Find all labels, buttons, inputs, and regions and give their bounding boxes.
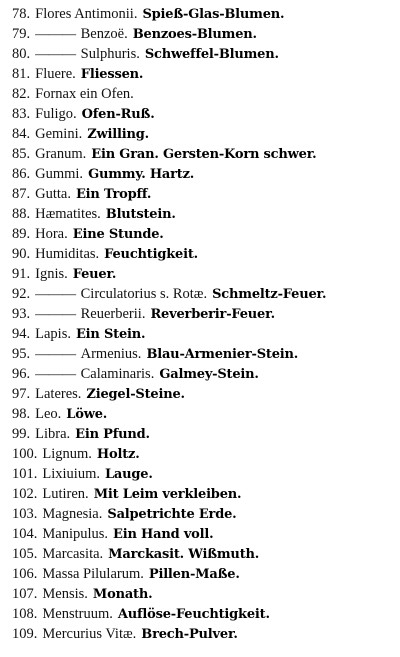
glossary-entry [12,44,396,64]
entry-number: 87. [12,186,31,202]
german-translation: Fliessen. [80,67,144,82]
german-translation: Marckasit. Wißmuth. [108,547,260,562]
glossary-entry [12,344,396,364]
latin-term: Lapis. [35,326,71,342]
latin-term: Calaminaris. [80,366,155,382]
repeat-dash: ——— [35,287,76,302]
glossary-entry [12,564,396,584]
glossary-entry [12,424,396,444]
german-translation: Ein Tropff. [75,187,152,202]
latin-term: Armenius. [80,346,142,362]
latin-term: Gummi. [35,166,84,182]
german-translation: Schmeltz-Feuer. [212,287,327,302]
glossary-entry [12,224,396,244]
glossary-entry [12,484,396,504]
entry-number: 81. [12,66,31,82]
glossary-entry [12,584,396,604]
glossary-entry [12,144,396,164]
entry-number: 82. [12,86,31,102]
latin-term: Lateres. [35,386,82,402]
latin-term: Sulphuris. [80,46,140,62]
entry-number: 89. [12,226,31,242]
latin-term: Manipulus. [42,526,109,542]
glossary-entry [12,444,396,464]
glossary-entry [12,524,396,544]
german-translation: Brech-Pulver. [141,627,238,642]
latin-term: Lignum. [42,446,92,462]
german-translation: Ein Pfund. [75,427,150,442]
entry-number: 80. [12,46,31,62]
latin-term: Fornax ein Ofen. [35,86,134,102]
glossary-entry [12,264,396,284]
german-translation: Ein Hand voll. [113,527,214,542]
glossary-entry [12,284,396,304]
repeat-dash: ——— [35,47,76,62]
latin-term: Menstruum. [42,606,113,622]
german-translation: Benzoes-Blumen. [132,27,257,42]
latin-term: Hæmatites. [35,206,101,222]
latin-term: Hora. [35,226,68,242]
german-translation: Blau-Armenier-Stein. [146,347,299,362]
repeat-dash: ——— [35,27,76,42]
glossary-entry [12,544,396,564]
glossary-entry [12,64,396,84]
entry-number: 88. [12,206,31,222]
glossary-entry [12,364,396,384]
entry-number: 104. [12,526,38,542]
entry-number: 79. [12,26,31,42]
german-translation: Monath. [92,587,153,602]
repeat-dash: ——— [35,307,76,322]
entry-number: 103. [12,506,38,522]
repeat-dash: ——— [35,347,76,362]
latin-term: Gemini. [35,126,83,142]
german-translation: Salpetrichte Erde. [107,507,237,522]
entry-number: 97. [12,386,31,402]
entry-number: 85. [12,146,31,162]
entry-number: 86. [12,166,31,182]
entry-number: 84. [12,126,31,142]
glossary-list [12,4,396,644]
latin-term: Fluere. [35,66,76,82]
glossary-entry [12,604,396,624]
german-translation: Zwilling. [87,127,149,142]
entry-number: 106. [12,566,38,582]
german-translation: Reverberir-Feuer. [150,307,275,322]
german-translation: Holtz. [96,447,140,462]
german-translation: Spieß-Glas-Blumen. [142,7,285,22]
german-translation: Ofen-Ruß. [81,107,155,122]
entry-number: 94. [12,326,31,342]
entry-number: 93. [12,306,31,322]
german-translation: Schweffel-Blumen. [144,47,279,62]
entry-number: 101. [12,466,38,482]
glossary-entry [12,384,396,404]
entry-number: 83. [12,106,31,122]
latin-term: Mensis. [42,586,88,602]
latin-term: Leo. [35,406,62,422]
repeat-dash: ——— [35,367,76,382]
latin-term: Circulatorius s. Rotæ. [80,286,208,302]
latin-term: Fuligo. [35,106,77,122]
glossary-entry [12,184,396,204]
latin-term: Magnesia. [42,506,103,522]
glossary-entry [12,464,396,484]
latin-term: Libra. [35,426,71,442]
latin-term: Marcasita. [42,546,104,562]
latin-term: Massa Pilularum. [42,566,144,582]
glossary-entry [12,204,396,224]
german-translation: Ein Stein. [75,327,146,342]
latin-term: Mercurius Vitæ. [42,626,137,642]
entry-number: 102. [12,486,38,502]
glossary-entry [12,624,396,644]
glossary-entry [12,244,396,264]
german-translation: Gummy. Hartz. [88,167,195,182]
german-translation: Pillen-Maße. [148,567,240,582]
latin-term: Ignis. [35,266,68,282]
german-translation: Feuchtigkeit. [104,247,198,262]
latin-term: Benzoë. [80,26,128,42]
german-translation: Blutstein. [105,207,176,222]
glossary-entry [12,124,396,144]
glossary-entry [12,324,396,344]
entry-number: 78. [12,6,31,22]
glossary-entry [12,304,396,324]
glossary-entry [12,84,396,104]
latin-term: Flores Antimonii. [35,6,138,22]
glossary-entry [12,504,396,524]
entry-number: 100. [12,446,38,462]
entry-number: 98. [12,406,31,422]
german-translation: Auflöse-Feuchtigkeit. [117,607,270,622]
latin-term: Lixiuium. [42,466,100,482]
entry-number: 108. [12,606,38,622]
entry-number: 90. [12,246,31,262]
german-translation: Eine Stunde. [72,227,164,242]
glossary-entry [12,24,396,44]
glossary-entry [12,164,396,184]
entry-number: 109. [12,626,38,642]
german-translation: Ein Gran. Gersten-Korn schwer. [91,147,317,162]
latin-term: Granum. [35,146,87,162]
entry-number: 95. [12,346,31,362]
latin-term: Gutta. [35,186,71,202]
entry-number: 96. [12,366,31,382]
entry-number: 105. [12,546,38,562]
german-translation: Feuer. [72,267,117,282]
german-translation: Galmey-Stein. [159,367,259,382]
latin-term: Humiditas. [35,246,100,262]
glossary-entry [12,404,396,424]
entry-number: 99. [12,426,31,442]
entry-number: 91. [12,266,31,282]
entry-number: 92. [12,286,31,302]
entry-number: 107. [12,586,38,602]
german-translation: Lauge. [104,467,153,482]
glossary-entry [12,104,396,124]
glossary-entry [12,4,396,24]
latin-term: Lutiren. [42,486,89,502]
german-translation: Löwe. [66,407,108,422]
latin-term: Reuerberii. [80,306,146,322]
german-translation: Mit Leim verkleiben. [93,487,242,502]
german-translation: Ziegel-Steine. [86,387,185,402]
